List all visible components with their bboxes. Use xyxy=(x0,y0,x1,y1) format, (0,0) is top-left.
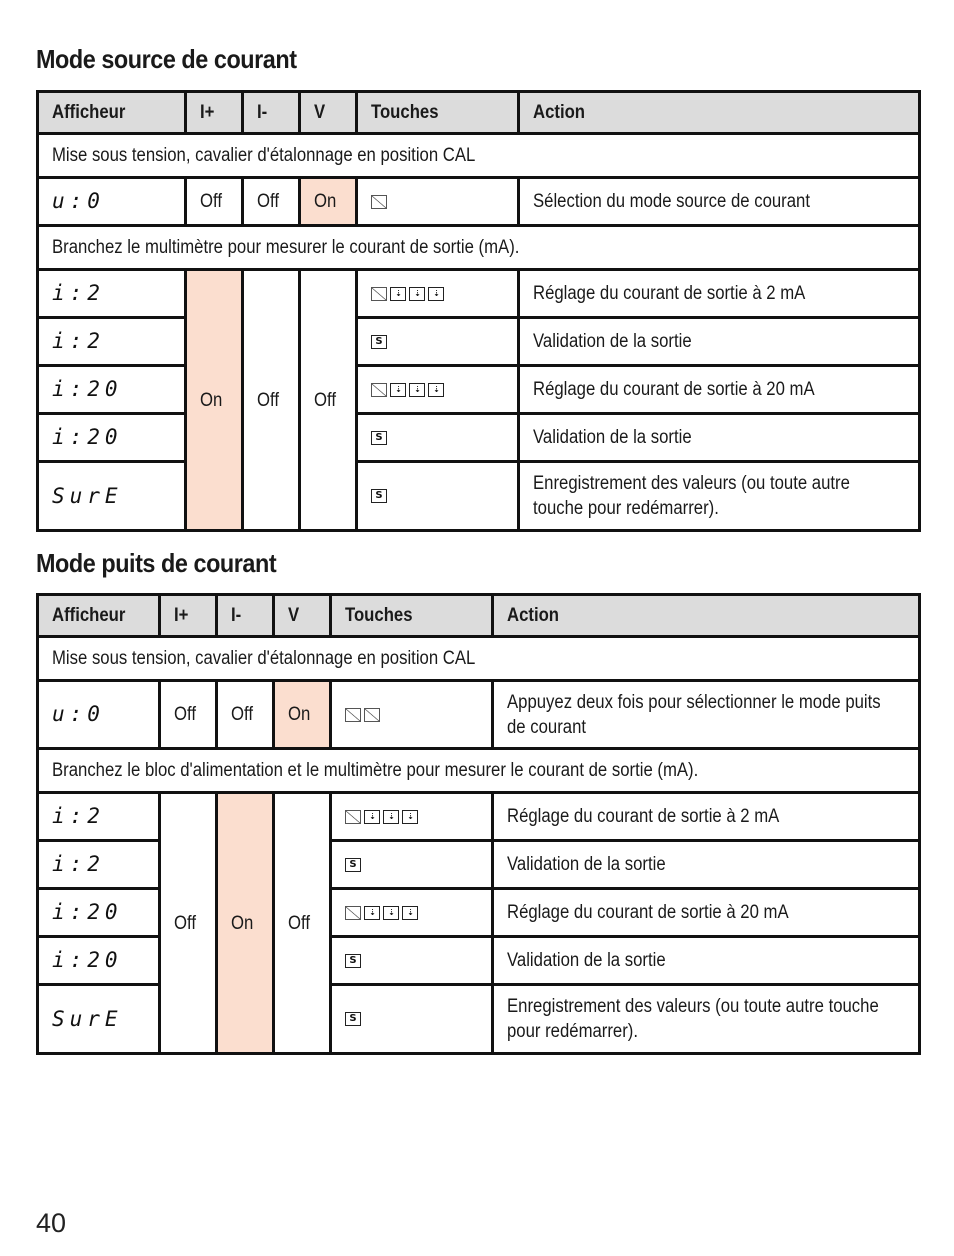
col-header-iplus: I+ xyxy=(160,595,217,637)
action-text: Appuyez deux fois pour sélectionner le mode puits de courant xyxy=(493,681,920,749)
page-number: 40 xyxy=(36,1208,67,1238)
section-title-source: Mode source de courant xyxy=(36,44,297,74)
iplus-state: On xyxy=(186,270,243,531)
table-header-row xyxy=(38,92,920,134)
table-note-row xyxy=(38,134,920,178)
table-row xyxy=(38,414,920,462)
source-mode-table xyxy=(36,90,921,532)
iminus-state: Off xyxy=(243,178,300,226)
action-text: Validation de la sortie xyxy=(493,841,920,889)
keys-cell xyxy=(357,178,519,226)
iplus-state: Off xyxy=(186,178,243,226)
col-header-touches: Touches xyxy=(357,92,519,134)
action-text: Réglage du courant de sortie à 20 mA xyxy=(519,366,920,414)
display-readout: i:2 xyxy=(38,318,186,366)
note-power-on: Mise sous tension, cavalier d'étalonnage en position CAL xyxy=(38,134,920,178)
adjust-arrow-keys-icon: ⇣ ⇣ ⇣ xyxy=(371,287,504,301)
diagonal-key-icon xyxy=(371,195,387,209)
sink-mode-table xyxy=(36,593,921,1055)
note-connect-meter: Branchez le multimètre pour mesurer le courant de sortie (mA). xyxy=(38,226,920,270)
adjust-arrow-keys-icon: ⇣ ⇣ ⇣ xyxy=(345,810,478,824)
diagonal-key-icon xyxy=(345,708,361,722)
action-text: Réglage du courant de sortie à 2 mA xyxy=(493,793,920,841)
adjust-arrow-keys-icon: ⇣ ⇣ ⇣ xyxy=(371,383,504,397)
table-row xyxy=(38,681,920,749)
diagonal-key-icon xyxy=(364,708,380,722)
display-readout: i:20 xyxy=(38,937,160,985)
display-readout: i:2 xyxy=(38,270,186,318)
iminus-state: Off xyxy=(217,681,274,749)
table-note-row xyxy=(38,749,920,793)
col-header-afficheur: Afficheur xyxy=(38,595,160,637)
display-readout: i:20 xyxy=(38,414,186,462)
table-note-row xyxy=(38,226,920,270)
note-connect-supply: Branchez le bloc d'alimentation et le multimètre pour mesurer le courant de sortie (mA). xyxy=(38,749,920,793)
table-row xyxy=(38,462,920,531)
col-header-action: Action xyxy=(519,92,920,134)
table-row xyxy=(38,793,920,841)
action-text: Enregistrement des valeurs (ou toute autre touche pour redémarrer). xyxy=(493,985,920,1054)
keys-cell xyxy=(357,318,519,366)
action-text: Enregistrement des valeurs (ou toute autre touche pour redémarrer). xyxy=(519,462,920,531)
note-power-on: Mise sous tension, cavalier d'étalonnage en position CAL xyxy=(38,637,920,681)
keys-cell xyxy=(331,937,493,985)
display-readout: SurE xyxy=(38,985,160,1054)
action-text: Validation de la sortie xyxy=(493,937,920,985)
keys-cell xyxy=(331,681,493,749)
keys-cell xyxy=(331,793,493,841)
keys-cell xyxy=(357,366,519,414)
display-readout: i:2 xyxy=(38,841,160,889)
s-key-icon: S xyxy=(345,858,361,872)
v-state: On xyxy=(274,681,331,749)
iplus-state: Off xyxy=(160,681,217,749)
action-text: Réglage du courant de sortie à 20 mA xyxy=(493,889,920,937)
s-key-icon: S xyxy=(345,1012,361,1026)
keys-cell xyxy=(331,889,493,937)
action-text: Validation de la sortie xyxy=(519,318,920,366)
adjust-arrow-keys-icon: ⇣ ⇣ ⇣ xyxy=(345,906,478,920)
col-header-v: V xyxy=(274,595,331,637)
display-readout: i:2 xyxy=(38,793,160,841)
action-text: Validation de la sortie xyxy=(519,414,920,462)
keys-cell xyxy=(331,841,493,889)
keys-cell xyxy=(357,414,519,462)
keys-cell xyxy=(357,270,519,318)
s-key-icon: S xyxy=(371,489,387,503)
s-key-icon: S xyxy=(345,954,361,968)
table-row xyxy=(38,366,920,414)
col-header-v: V xyxy=(300,92,357,134)
table-row xyxy=(38,270,920,318)
v-state: Off xyxy=(300,270,357,531)
keys-cell xyxy=(357,462,519,531)
display-readout: i:20 xyxy=(38,366,186,414)
table-note-row xyxy=(38,637,920,681)
iminus-state: On xyxy=(217,793,274,1054)
action-text: Réglage du courant de sortie à 2 mA xyxy=(519,270,920,318)
action-text: Sélection du mode source de courant xyxy=(519,178,920,226)
col-header-afficheur: Afficheur xyxy=(38,92,186,134)
iminus-state: Off xyxy=(243,270,300,531)
table-row xyxy=(38,178,920,226)
v-state: On xyxy=(300,178,357,226)
table-row xyxy=(38,318,920,366)
col-header-iminus: I- xyxy=(243,92,300,134)
col-header-touches: Touches xyxy=(331,595,493,637)
s-key-icon: S xyxy=(371,335,387,349)
display-readout: u:0 xyxy=(38,681,160,749)
display-readout: SurE xyxy=(38,462,186,531)
s-key-icon: S xyxy=(371,431,387,445)
col-header-iminus: I- xyxy=(217,595,274,637)
table-header-row xyxy=(38,595,920,637)
col-header-iplus: I+ xyxy=(186,92,243,134)
display-readout: i:20 xyxy=(38,889,160,937)
iplus-state: Off xyxy=(160,793,217,1054)
display-readout: u:0 xyxy=(38,178,186,226)
section-title-sink: Mode puits de courant xyxy=(36,548,277,578)
col-header-action: Action xyxy=(493,595,920,637)
v-state: Off xyxy=(274,793,331,1054)
keys-cell xyxy=(331,985,493,1054)
